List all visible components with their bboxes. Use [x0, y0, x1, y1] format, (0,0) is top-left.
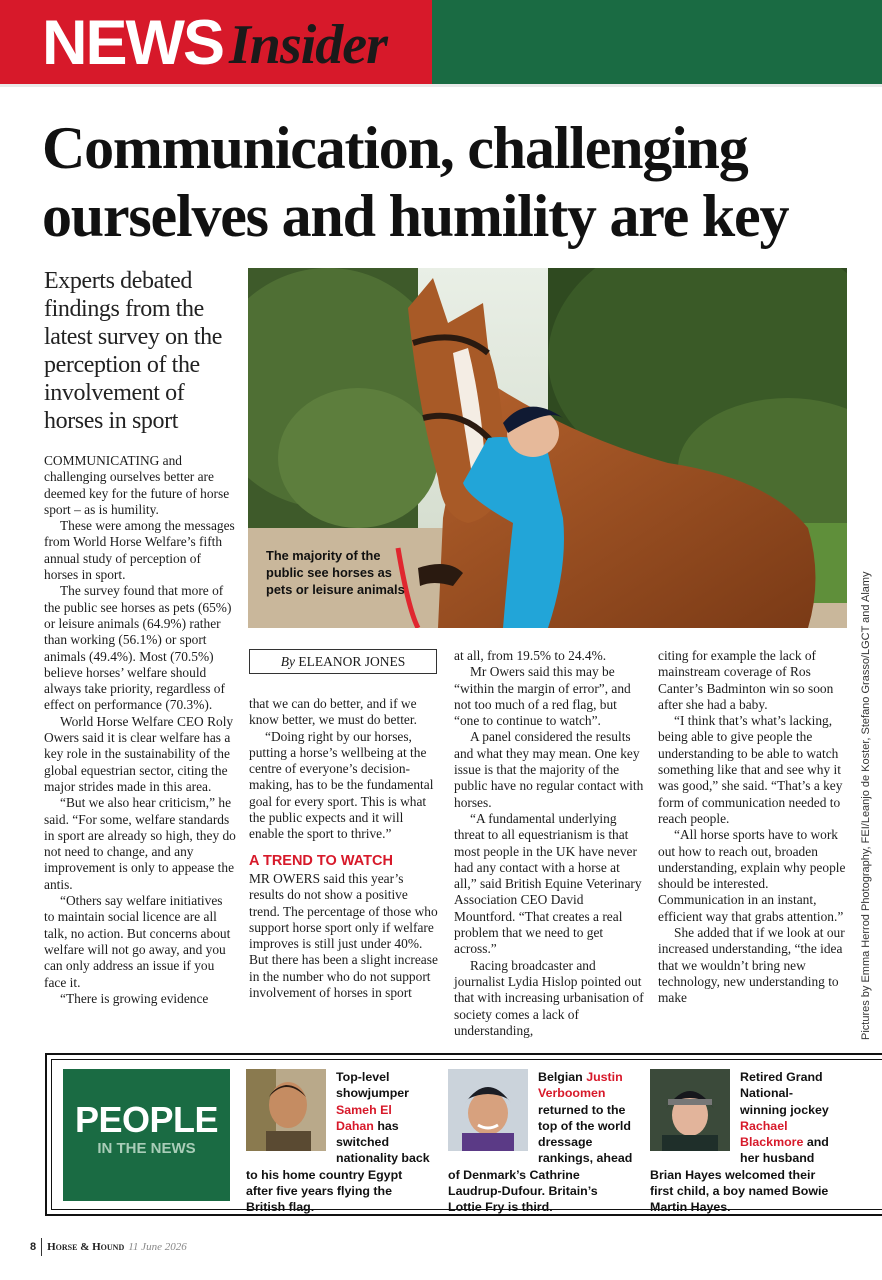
masthead-green-block: [432, 0, 882, 84]
people-subtitle: IN THE NEWS: [97, 1140, 196, 1157]
paragraph: Racing broadcaster and journalist Lydia Hislop pointed out that with increasing urbanisation of society comes a lack of understanding,: [454, 957, 644, 1038]
paragraph: “Doing right by our horses, putting a horse’s wellbeing at the centre of everyone’s decision-making, has to be the fundamental goal for every sport. This is what the public expects and it will enable the sport to thrive.”: [249, 728, 434, 842]
paragraph: COMMUNICATING and challenging ourselves better are deemed key for the future of horse sport – as is humility.: [44, 453, 230, 517]
people-in-the-news-panel: [45, 1053, 882, 1216]
person-text: and her husband Brian Hayes welcomed their first child, a boy named Bowie Martin Hayes.: [650, 1135, 829, 1215]
people-badge: [63, 1069, 230, 1201]
article-column-1: [44, 453, 236, 1007]
magazine-name: Horse & Hound: [47, 1241, 125, 1253]
person-text: Retired Grand National-winning jockey: [740, 1070, 829, 1117]
headline: Communication, challenging ourselves and humility are key: [42, 115, 789, 249]
person-text: Top-level showjumper: [336, 1070, 409, 1101]
page-footer: [30, 1238, 187, 1256]
byline-prefix: By: [280, 654, 295, 669]
paragraph: “All horse sports have to work out how to reach out, broaden understanding, explain why people should be interested. Communication in an instant, efficient way that grabs attention.”: [658, 827, 846, 924]
byline-author: ELEANOR JONES: [298, 654, 406, 669]
issue-date: 11 June 2026: [128, 1241, 187, 1253]
section-brand-news: NEWS: [42, 8, 223, 78]
byline: [249, 649, 437, 674]
article-column-2: [249, 696, 439, 1001]
person-item: [650, 1069, 836, 1216]
paragraph: The survey found that more of the public see horses as pets (65%) or leisure animals (64.9%) rather than working (56.1%) or sport animals (49.4%). Most (70.5%) believe horses’ welfare should always take priority, regardless of effect on performance (70.3%).: [44, 583, 232, 713]
masthead-shadow: [0, 84, 882, 87]
footer-divider: [41, 1238, 42, 1256]
person-photo: [448, 1069, 528, 1151]
article-column-4: [658, 648, 848, 1007]
paragraph: “I think that’s what’s lacking, being able to give people the understanding to be able to watch something like that and see why it was good,” she said. “That’s a key form of communication needed to reach people.: [658, 713, 843, 826]
subheading: A TREND TO WATCH: [249, 852, 393, 869]
paragraph: “A fundamental underlying threat to all equestrianism is that most people in the UK have never had any contact with a horse at all,” said British Equine Veterinary Association CEO David Mountford. “That creates a real problem that we need to get across.”: [454, 810, 642, 957]
paragraph: “But we also hear criticism,” he said. “For some, welfare standards in sport are already so high, they do not need to change, and any improvement is only to appease the antis.: [44, 795, 236, 892]
person-photo: [650, 1069, 730, 1151]
photo-caption: The majority of the public see horses as pets or leisure animals: [266, 548, 405, 597]
paragraph: These were among the messages from World Horse Welfare’s fifth annual study of perception of horses in sport.: [44, 518, 235, 583]
section-brand-insider: Insider: [229, 14, 387, 76]
paragraph: at all, from 19.5% to 24.4%.: [454, 648, 607, 663]
paragraph: A panel considered the results and what they may mean. One key issue is that the majority of the public have no regular contact with horses.: [454, 729, 644, 810]
article-column-3: [454, 648, 644, 1039]
person-name: Justin Verboomen: [538, 1070, 623, 1101]
paragraph: Mr Owers said this may be “within the margin of error”, and not too much of a red flag, but “one to continue to watch”.: [454, 664, 631, 729]
person-text: has switched nationality back to his home country Egypt after five years flying the British flag.: [246, 1118, 430, 1215]
photo-credit: Pictures by Emma Herrod Photography, FEI/Leanjo de Koster, Stefano Grasso/LGCT and Alamy: [860, 571, 872, 1040]
person-name: Rachael Blackmore: [740, 1118, 804, 1150]
page-number: 8: [30, 1241, 37, 1253]
paragraph: that we can do better, and if we know better, we must do better.: [249, 696, 417, 728]
paragraph: She added that if we look at our increased understanding, “the idea that we wouldn’t bring new technology, new understanding to make: [658, 925, 845, 1006]
paragraph: “There is growing evidence: [60, 990, 209, 1006]
person-photo: [246, 1069, 326, 1151]
person-text: Belgian: [538, 1070, 587, 1084]
person-text: returned to the top of the world dressage rankings, ahead of Denmark’s Cathrine Laudrup-Dufour. Britain’s Lottie Fry is third.: [448, 1102, 633, 1215]
person-name: Sameh El Dahan: [336, 1102, 392, 1133]
person-item: [448, 1069, 634, 1216]
people-title: PEOPLE: [74, 1099, 219, 1140]
paragraph: “Others say welfare initiatives to maintain social licence are all talk, no action. But concerns about welfare will not go away, and you can only address an issue if you face it.: [44, 893, 231, 990]
person-item: [246, 1069, 432, 1216]
paragraph: citing for example the lack of mainstream coverage of Ros Canter’s Badminton win so soon after she had a baby.: [658, 648, 834, 712]
paragraph: MR OWERS said this year’s results do not show a positive trend. The percentage of those who support horse sport only if welfare improves is still just under 40%. But there has been a slight increase in the number who do not support involvement of horses in sport: [249, 870, 438, 1001]
main-photo-horse-and-rider: [248, 268, 847, 628]
standfirst: Experts debated findings from the latest survey on the perception of the involvement of horses in sport: [44, 268, 222, 434]
paragraph: World Horse Welfare CEO Roly Owers said it is clear welfare has a key role in the sustainability of the global equestrian sector, citing the major strides made in this area.: [44, 713, 234, 794]
